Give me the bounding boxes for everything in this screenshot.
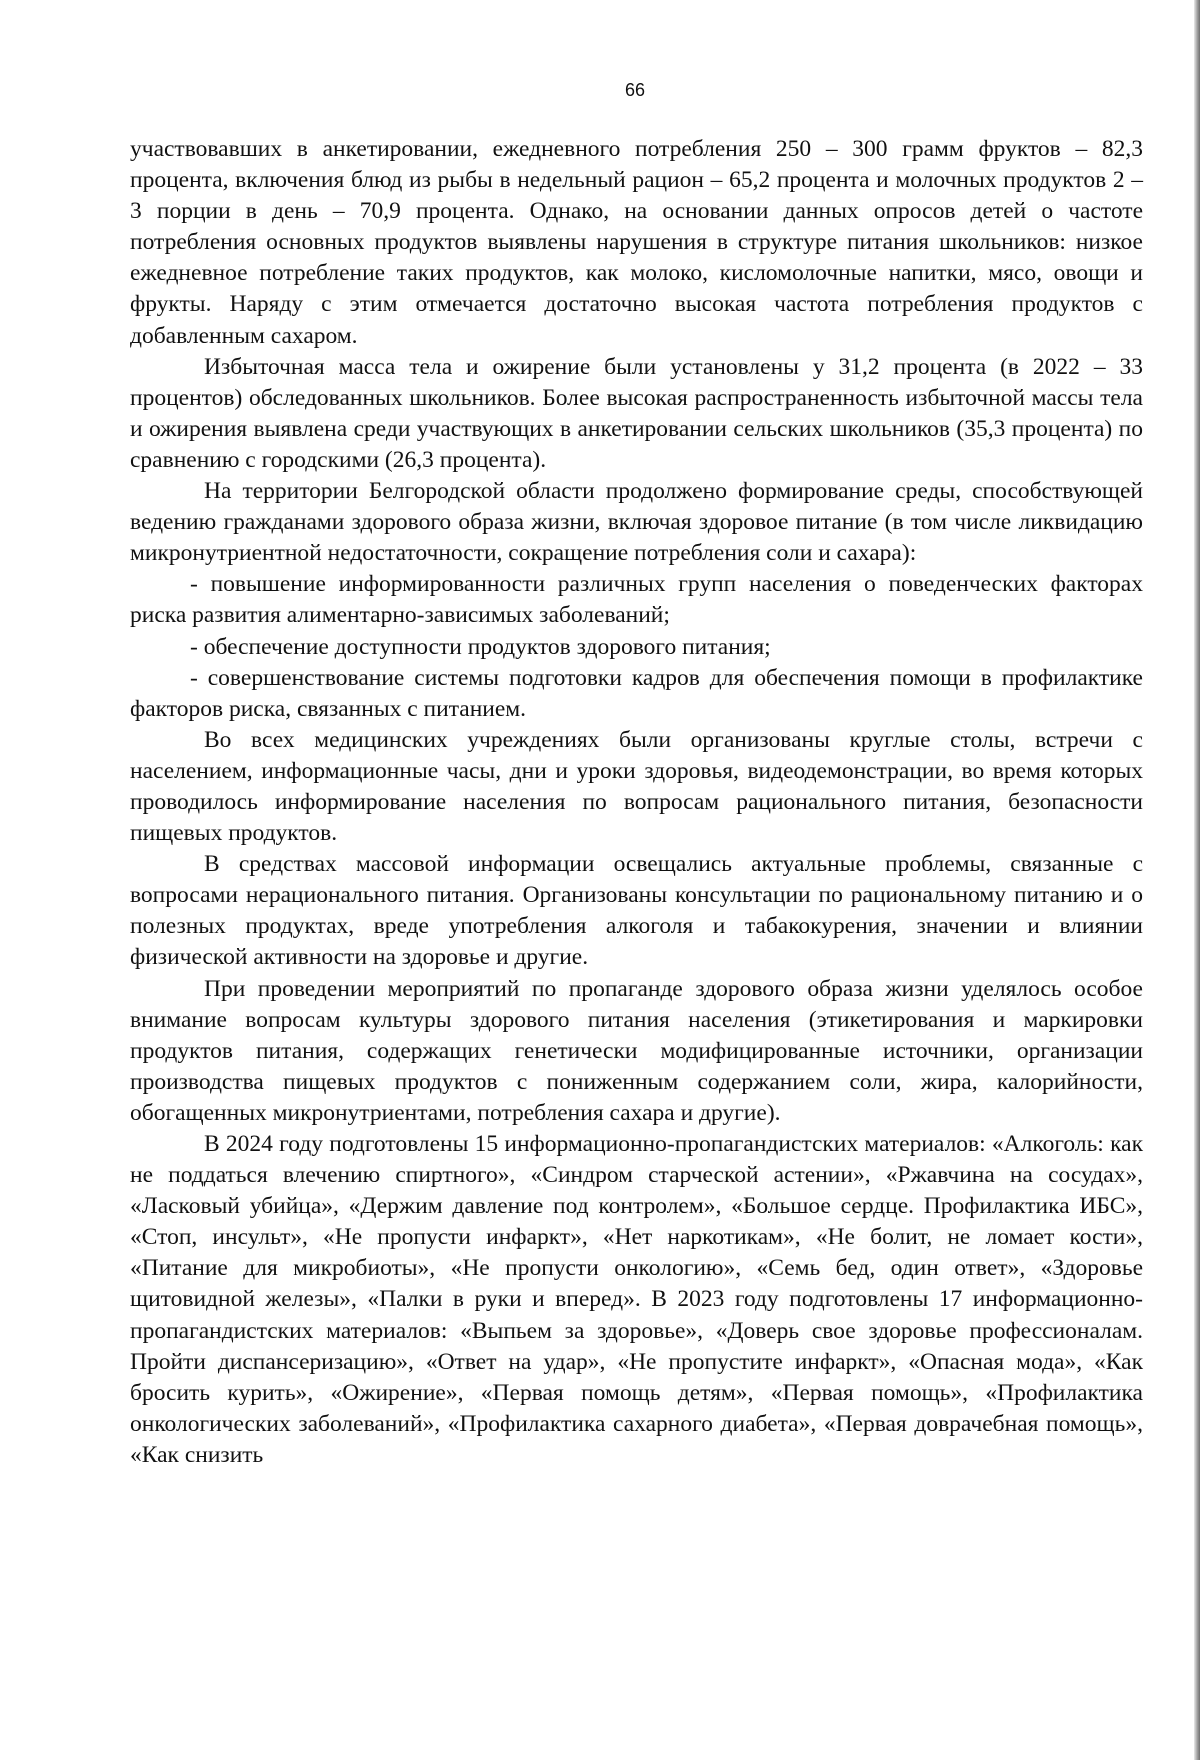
paragraph: При проведении мероприятий по пропаганде здорового образа жизни уделялось особое внимание вопросам культуры здорового питания населения (этикетирования и маркировки продуктов питания, содержащих генетически модифицированные источники, организации производства пищевых продуктов с пониженным содержанием соли, жира, калорийности, обогащенных микронутриентами, потребления сахара и другие). <box>130 975 1143 1126</box>
list-item: - повышение информированности различных групп населения о поведенческих факторах риска развития алиментарно-зависимых заболеваний; <box>130 571 1143 629</box>
paragraph: участвовавших в анкетировании, ежедневного потребления 250 – 300 грамм фруктов – 82,3 процента, включения блюд из рыбы в недельный рацион – 65,2 процента и молочных продуктов 2 – 3 порции в день – 70,9 процента. Однако, на основании данных опросов детей о частоте потребления основных продуктов выявлены нарушения в структуре питания школьников: низкое ежедневное потребление таких продуктов, как молоко, кисломолочные напитки, мясо, овощи и фрукты. Наряду с этим отмечается достаточно высокая частота потребления продуктов с добавленным сахаром. <box>130 136 1143 349</box>
page-number: 66 <box>624 80 646 100</box>
scan-edge <box>1194 0 1200 1760</box>
paragraph: В средствах массовой информации освещались актуальные проблемы, связанные с вопросами нерационального питания. Организованы консультации по рациональному питанию и о полезных продуктах, вреде употребления алкоголя и табакокурения, значении и влиянии физической активности на здоровье и другие. <box>130 851 1143 971</box>
list-item: - обеспечение доступности продуктов здорового питания; <box>190 633 771 660</box>
paragraph: Избыточная масса тела и ожирение были установлены у 31,2 процента (в 2022 – 33 процентов) обследованных школьников. Более высокая распространенность избыточной массы тела и ожирения выявлена среди участвующих в анкетировании сельских школьников (35,3 процента) по сравнению с городскими (26,3 процента). <box>130 353 1143 473</box>
paragraph: В 2024 году подготовлены 15 информационно-пропагандистских материалов: «Алкоголь: как не поддаться влечению спиртного», «Синдром старческой астении», «Ржавчина на сосудах», «Ласковый убийца», «Держим давление под контролем», «Большое сердце. Профилактика ИБС», «Стоп, инсульт», «Не пропусти инфаркт», «Нет наркотикам», «Не болит, не ломает кости», «Питание для микробиоты», «Не пропусти онкологию», «Семь бед, один ответ», «Здоровье щитовидной железы», «Палки в руки и вперед». В 2023 году подготовлены 17 информационно-пропагандистских материалов: «Выпьем за здоровье», «Доверь свое здоровье профессионалам. Пройти диспансеризацию», «Ответ на удар», «Не пропустите инфаркт», «Опасная мода», «Как бросить курить», «Ожирение», «Первая помощь детям», «Первая помощь», «Профилактика онкологических заболеваний», «Профилактика сахарного диабета», «Первая доврачебная помощь», «Как снизить <box>130 1131 1143 1468</box>
paragraph: Во всех медицинских учреждениях были организованы круглые столы, встречи с населением, информационные часы, дни и уроки здоровья, видеодемонстрации, во время которых проводилось информирование населения по вопросам рационального питания, безопасности пищевых продуктов. <box>130 726 1143 847</box>
list-item: - совершенствование системы подготовки кадров для обеспечения помощи в профилактике факторов риска, связанных с питанием. <box>130 664 1143 722</box>
document-body <box>130 134 1143 1471</box>
paragraph: На территории Белгородской области продолжено формирование среды, способствующей ведению гражданами здорового образа жизни, включая здоровое питание (в том числе ликвидацию микронутриентной недостаточности, сокращение потребления соли и сахара): <box>130 478 1143 567</box>
